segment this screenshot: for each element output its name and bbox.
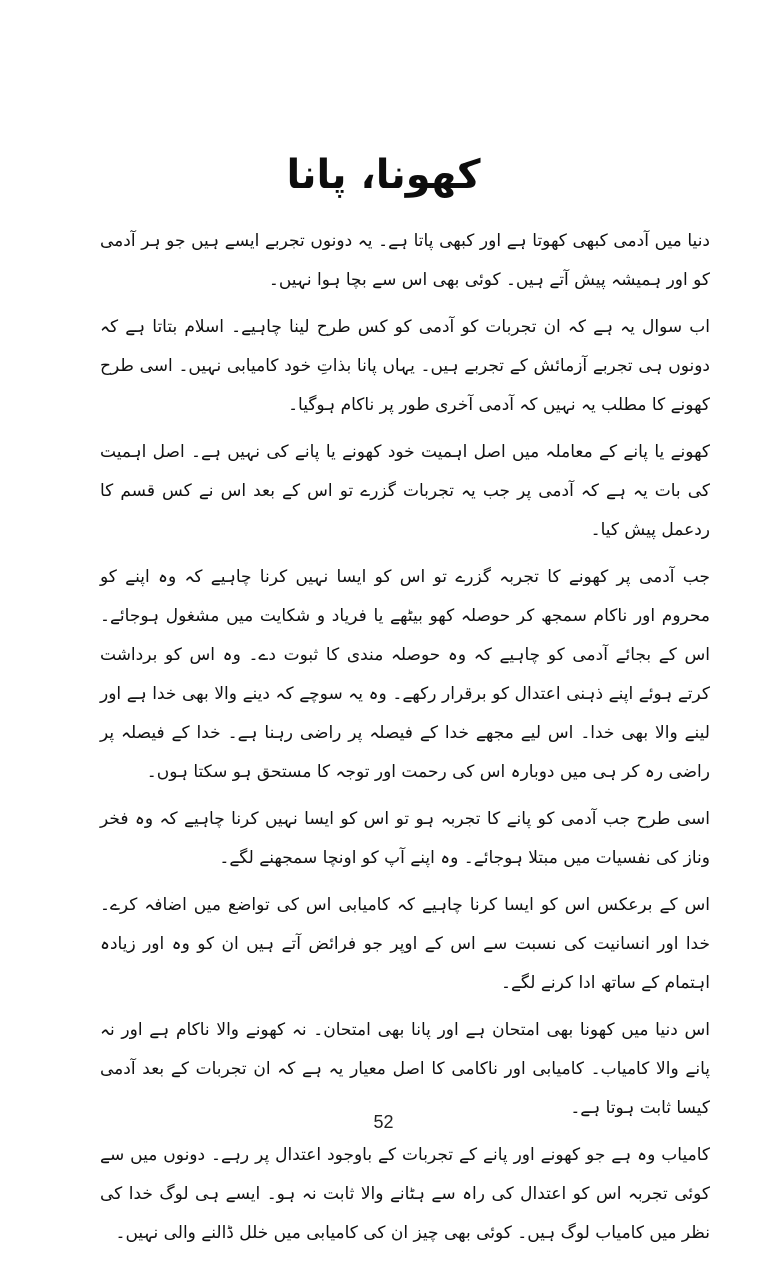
chapter-title: کھونا، پانا [286, 152, 481, 198]
paragraph-4: جب آدمی پر کھونے کا تجربہ گزرے تو اس کو ایسا نہیں کرنا چاہیے کہ وہ اپنے کو محروم اور ناکام سمجھ کر حوصلہ کھو بیٹھے یا فریاد و شکایت میں مشغول ہوجائے۔ اس کے بجائے آدمی کو چاہیے کہ وہ حوصلہ مندی کا ثبوت دے۔ وہ اس کو برداشت کرتے ہوئے اپنے ذہنی اعتدال کو برقرار رکھے۔ وہ یہ سوچے کہ دینے والا بھی خدا ہے اور لینے والا بھی خدا۔ اس لیے مجھے خدا کے فیصلہ پر راضی رہنا ہے۔ خدا کے فیصلہ پر راضی رہ کر ہی میں دوبارہ اس کی رحمت اور توجہ کا مستحق ہو سکتا ہوں۔ [100, 567, 710, 782]
paragraph-8: کامیاب وہ ہے جو کھونے اور پانے کے تجربات کے باوجود اعتدال پر رہے۔ دونوں میں سے کوئی تجربہ اس کو اعتدال کی راہ سے ہٹانے والا ثابت نہ ہو۔ ایسے ہی لوگ خدا کی نظر میں کامیاب لوگ ہیں۔ کوئی بھی چیز ان کی کامیابی میں خلل ڈالنے والی نہیں۔ [100, 1145, 710, 1243]
chapter-body [100, 222, 710, 1261]
paragraph-2: اب سوال یہ ہے کہ ان تجربات کو آدمی کو کس طرح لینا چاہیے۔ اسلام بتاتا ہے کہ دونوں ہی تجربے آزمائش کے تجربے ہیں۔ یہاں پانا بذاتِ خود کامیابی نہیں۔ اسی طرح کھونے کا مطلب یہ نہیں کہ آدمی آخری طور پر ناکام ہوگیا۔ [100, 317, 710, 415]
paragraph-1: دنیا میں آدمی کبھی کھوتا ہے اور کبھی پاتا ہے۔ یہ دونوں تجربے ایسے ہیں جو ہر آدمی کو اور ہمیشہ پیش آتے ہیں۔ کوئی بھی اس سے بچا ہوا نہیں۔ [100, 231, 710, 290]
paragraph-5: اسی طرح جب آدمی کو پانے کا تجربہ ہو تو اس کو ایسا نہیں کرنا چاہیے کہ وہ فخر وناز کی نفسیات میں مبتلا ہوجائے۔ وہ اپنے آپ کو اونچا سمجھنے لگے۔ [100, 809, 710, 868]
paragraph-7: اس دنیا میں کھونا بھی امتحان ہے اور پانا بھی امتحان۔ نہ کھونے والا ناکام ہے اور نہ پانے والا کامیاب۔ کامیابی اور ناکامی کا اصل معیار یہ ہے کہ ان تجربات کے بعد آدمی کیسا ثابت ہوتا ہے۔ [100, 1020, 710, 1118]
page-number: 52 [373, 1112, 394, 1132]
paragraph-6: اس کے برعکس اس کو ایسا کرنا چاہیے کہ کامیابی اس کی تواضع میں اضافہ کرے۔ خدا اور انسانیت کی نسبت سے اس کے اوپر جو فرائض آتے ہیں ان کو وہ اور زیادہ اہتمام کے ساتھ ادا کرنے لگے۔ [100, 895, 710, 993]
paragraph-3: کھونے یا پانے کے معاملہ میں اصل اہمیت خود کھونے یا پانے کی نہیں ہے۔ اصل اہمیت کی بات یہ ہے کہ آدمی پر جب یہ تجربات گزرے تو اس کے بعد اس نے کس قسم کا ردعمل پیش کیا۔ [100, 442, 710, 540]
